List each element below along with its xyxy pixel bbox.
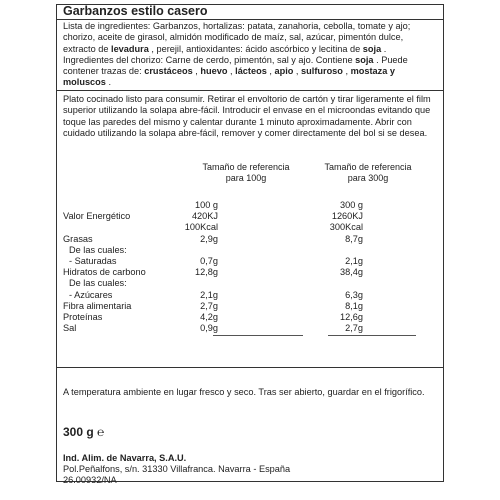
value-per-100g: 420KJ [191, 211, 218, 222]
nutrition-label [56, 4, 444, 486]
manufacturer-block [63, 453, 290, 487]
col2-header [313, 162, 423, 184]
value-per-100g: 100 g [195, 200, 218, 210]
col1-header-line2: para 100g [225, 173, 267, 183]
col2-header-line1: Tamaño de referencia [324, 162, 412, 172]
table-row [63, 290, 438, 301]
value-per-300g: 2,7g [345, 323, 363, 334]
table-row [63, 256, 438, 267]
allergen-text: lácteos [235, 66, 267, 77]
ingredient-text: , [342, 66, 351, 77]
value-per-100g: 4,2g [200, 312, 218, 322]
ingredients-text [63, 21, 438, 89]
ingredient-text: , [192, 66, 201, 77]
value-per-300g: 1260KJ [331, 211, 363, 222]
table-row [63, 267, 438, 278]
value-per-100g: 0,7g [200, 256, 218, 266]
table-row [63, 211, 438, 222]
product-title: Garbanzos estilo casero [63, 4, 208, 18]
allergen-text: crustáceos [144, 66, 193, 77]
column-underline [328, 335, 416, 336]
manufacturer-company: Ind. Alim. de Navarra, S.A.U. [63, 453, 187, 463]
value-per-300g: 12,6g [340, 312, 363, 322]
ingredient-text: , perejil, antioxidantes: ácido ascórbico y lecitina de [148, 43, 363, 54]
allergen-text: mostaza y moluscos [63, 66, 396, 88]
value-per-300g: 6,3g [345, 289, 363, 300]
value-per-100g: 2,1g [200, 289, 218, 300]
value-per-300g: 300 g [340, 200, 363, 210]
table-row [63, 312, 438, 323]
ingredient-text: Lista de ingredientes: Garbanzos, hortalizas: patata, zanahoria, cebolla, tomate y ajo; chorizo, aceite de girasol, almidón modificado de maíz, sal, azúcar, pimentón dulce, extracto de [63, 21, 411, 54]
ingredient-text: , [293, 66, 302, 77]
nutrient-name: Fibra alimentaria [63, 300, 132, 311]
storage-text: A temperatura ambiente en lugar fresco y seco. Tras ser abierto, guardar en el frigorífico. [63, 387, 425, 397]
value-per-300g: 2,1g [345, 256, 363, 266]
value-per-300g: 8,1g [345, 300, 363, 311]
col2-header-line2: para 300g [347, 173, 389, 183]
table-row [63, 200, 438, 211]
ingredient-text: , [227, 66, 236, 77]
ingredient-text: . Ingredientes del chorizo: Carne de cerdo, pimentón, sal y ajo. Contiene [63, 43, 387, 65]
ingredient-text: . [105, 77, 111, 88]
title-section [57, 5, 443, 20]
table-row [63, 222, 438, 233]
col1-header [187, 162, 305, 184]
ingredient-text: . Puede contener trazas de: [63, 54, 408, 77]
value-per-100g: 12,8g [195, 267, 218, 278]
table-row [63, 301, 438, 312]
nutrient-name: Hidratos de carbono [63, 267, 146, 278]
allergen-text: levadura [111, 43, 149, 54]
value-per-300g: 8,7g [345, 233, 363, 244]
nutrient-name: - Saturadas [69, 256, 117, 266]
manufacturer-code: 26.00932/NA [63, 475, 117, 486]
table-row [63, 278, 438, 289]
nutrient-name: De las cuales: [69, 244, 127, 255]
preparation-text: Plato cocinado listo para consumir. Retirar el envoltorio de cartón y tirar ligeramente el film superior utilizando la solapa abre-fácil. Introducir el envase en el microondas evitando que toque las paredes del mismo y calentar durante 1 minuto aproximadamente. Abrir con cuidado utilizando la solapa abre-fácil, remover y comer directamente del bol si se desea. [63, 94, 431, 138]
value-per-300g: 38,4g [340, 267, 363, 278]
nutrient-name: Proteínas [63, 312, 103, 322]
col1-header-line1: Tamaño de referencia [202, 162, 290, 172]
allergen-text: apio [274, 66, 294, 77]
value-per-100g: 2,7g [200, 300, 218, 311]
value-per-100g: 2,9g [200, 233, 218, 244]
allergen-text: huevo [200, 66, 228, 77]
column-underline [213, 335, 303, 336]
nutrient-name: De las cuales: [69, 278, 127, 289]
ingredient-text: , [266, 66, 275, 77]
preparation-section [57, 90, 443, 368]
value-per-300g: 300Kcal [329, 222, 363, 233]
table-row [63, 323, 438, 334]
allergen-text: soja [355, 54, 374, 65]
table-row [63, 234, 438, 245]
nutrient-name: Grasas [63, 233, 93, 244]
storage-section [57, 367, 443, 485]
manufacturer-address: Pol.Peñalfons, s/n. 31330 Villafranca. Navarra - España [63, 464, 291, 475]
table-row [63, 245, 438, 256]
nutrient-name: Sal [63, 323, 77, 334]
nutrient-name: - Azúcares [69, 289, 113, 300]
allergen-text: sulfuroso [301, 66, 343, 77]
allergen-text: soja [362, 43, 382, 54]
nutrient-name: Valor Energético [63, 211, 131, 222]
value-per-100g: 100Kcal [184, 222, 218, 233]
value-per-100g: 0,9g [200, 323, 218, 334]
net-weight: 300 g ℮ [63, 425, 105, 439]
ingredients-section [57, 19, 443, 91]
